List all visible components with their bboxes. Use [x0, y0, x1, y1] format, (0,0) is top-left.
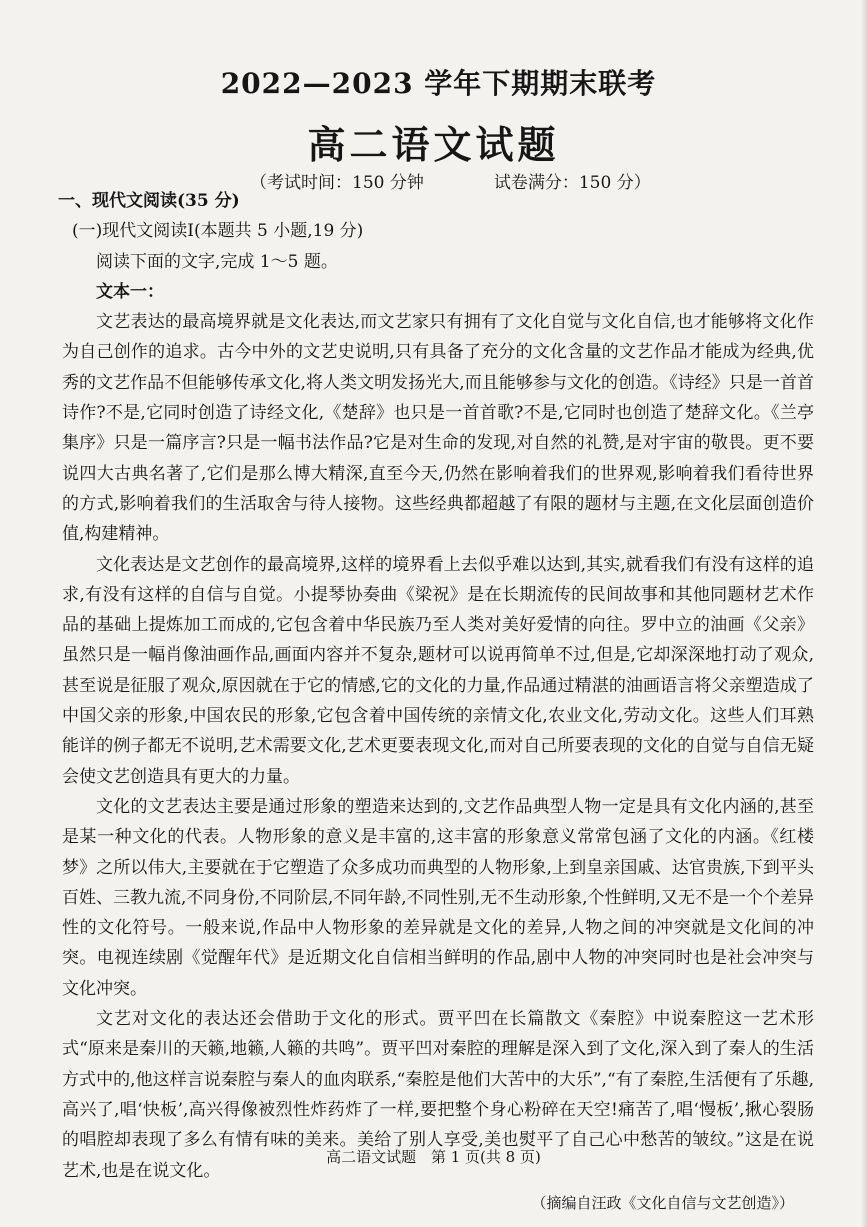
footer-page-number: 第 1 页(共 8 页) — [430, 1148, 541, 1166]
exam-time: （考试时间：150 分钟 — [250, 173, 424, 193]
instruction: 阅读下面的文字,完成 1～5 题。 — [96, 251, 338, 272]
paragraph: 文化表达是文艺创作的最高境界,这样的境界看上去似乎难以达到,其实,就看我们有没有这样的追求,有没有这样的自信与自觉。小提琴协奏曲《梁祝》是在长期流传的民间故事和其他同题材艺术作品的基础上提炼加工而成的,它包含着中华民族乃至人类对美好爱情的向往。罗中立的油画《父亲》虽然只是一幅肖像油画作品,画面内容并不复杂,题材可以说再简单不过,但是,它却深深地打动了观众,甚至说是征服了观众,原因就在于它的情感,它的文化的力量,作品通过精湛的油画语言将父亲塑造成了中国父亲的形象,中国农民的形象,它包含着中国传统的亲情文化,农业文化,劳动文化。这些人们耳熟能详的例子都无不说明,艺术需要文化,艺术更要表现文化,而对自己所要表现的文化的自觉与自信无疑会使文艺创造具有更大的力量。 — [62, 554, 814, 787]
paragraph: 文化的文艺表达主要是通过形象的塑造来达到的,文艺作品典型人物一定是具有文化内涵的,甚至是某一种文化的代表。人物形象的意义是丰富的,这丰富的形象意义常常包涵了文化的内涵。《红楼梦》之所以伟大,主要就在于它塑造了众多成功而典型的人物形象,上到皇亲国戚、达官贵族,下到平头百姓、三教九流,不同身份,不同阶层,不同年龄,不同性别,无不生动形象,个性鲜明,又无不是一个个差异性的文化符号。一般来说,作品中人物形象的差异就是文化的差异,人物之间的冲突就是文化间的冲突。电视连续剧《觉醒年代》是近期文化自信相当鲜明的作品,剧中人物的冲突同时也是社会冲突与文化冲突。 — [62, 796, 814, 999]
subsection-title: (一)现代文阅读Ⅰ(本题共 5 小题,19 分) — [72, 221, 364, 242]
exam-header — [0, 62, 867, 169]
page-footer — [0, 1146, 867, 1167]
exam-score: 试卷满分：150 分） — [493, 173, 651, 193]
paragraph: 文艺对文化的表达还会借助于文化的形式。贾平凹在长篇散文《秦腔》中说秦腔这一艺术形式“原来是秦川的天籁,地籁,人籁的共鸣”。贾平凹对秦腔的理解是深入到了文化,深入到了秦人的生活方式中的,他这样言说秦腔与秦人的血肉联系,“秦腔是他们大苦中的大乐”,“有了秦腔,生活便有了乐趣,高兴了,唱‘快板’,高兴得像被烈性炸药炸了一样,要把整个身心粉碎在天空!痛苦了,唱‘慢板’,揪心裂肠的唱腔却表现了多么有情有味的美来。美给了别人享受,美也熨平了自己心中愁苦的皱纹。”这是在说艺术,也是在说文化。 — [62, 1009, 814, 1181]
paragraph: 文艺表达的最高境界就是文化表达,而文艺家只有拥有了文化自觉与文化自信,也才能够将文化作为自己创作的追求。古今中外的文艺史说明,只有具备了充分的文化含量的文艺作品才能成为经典,优秀的文艺作品不但能够传承文化,将人类文明发扬光大,而且能够参与文化的创造。《诗经》只是一首首诗作?不是,它同时创造了诗经文化,《楚辞》也只是一首首歌?不是,它同时也创造了楚辞文化。《兰亭集序》只是一篇序言?只是一幅书法作品?它是对生命的发现,对自然的礼赞,是对宇宙的敬畏。更不要说四大古典名著了,它们是那么博大精深,直至今天,仍然在影响着我们的世界观,影响着我们看待世界的方式,影响着我们的生活取舍与待人接物。这些经典都超越了有限的题材与主题,在文化层面创造价值,构建精神。 — [62, 312, 814, 545]
footer-subject: 高二语文试题 — [326, 1148, 417, 1166]
section-title: 一、现代文阅读(35 分) — [58, 191, 240, 211]
scan-edge-shadow — [861, 0, 867, 1227]
text-label: 文本一： — [96, 281, 164, 302]
subject-title: 高二语文试题 — [307, 122, 560, 167]
source-citation: （摘编自汪政《文化自信与文艺创造》） — [531, 1193, 794, 1212]
exam-title: 2022—2023 学年下期期末联考 — [220, 67, 657, 100]
reading-section — [58, 186, 814, 1218]
